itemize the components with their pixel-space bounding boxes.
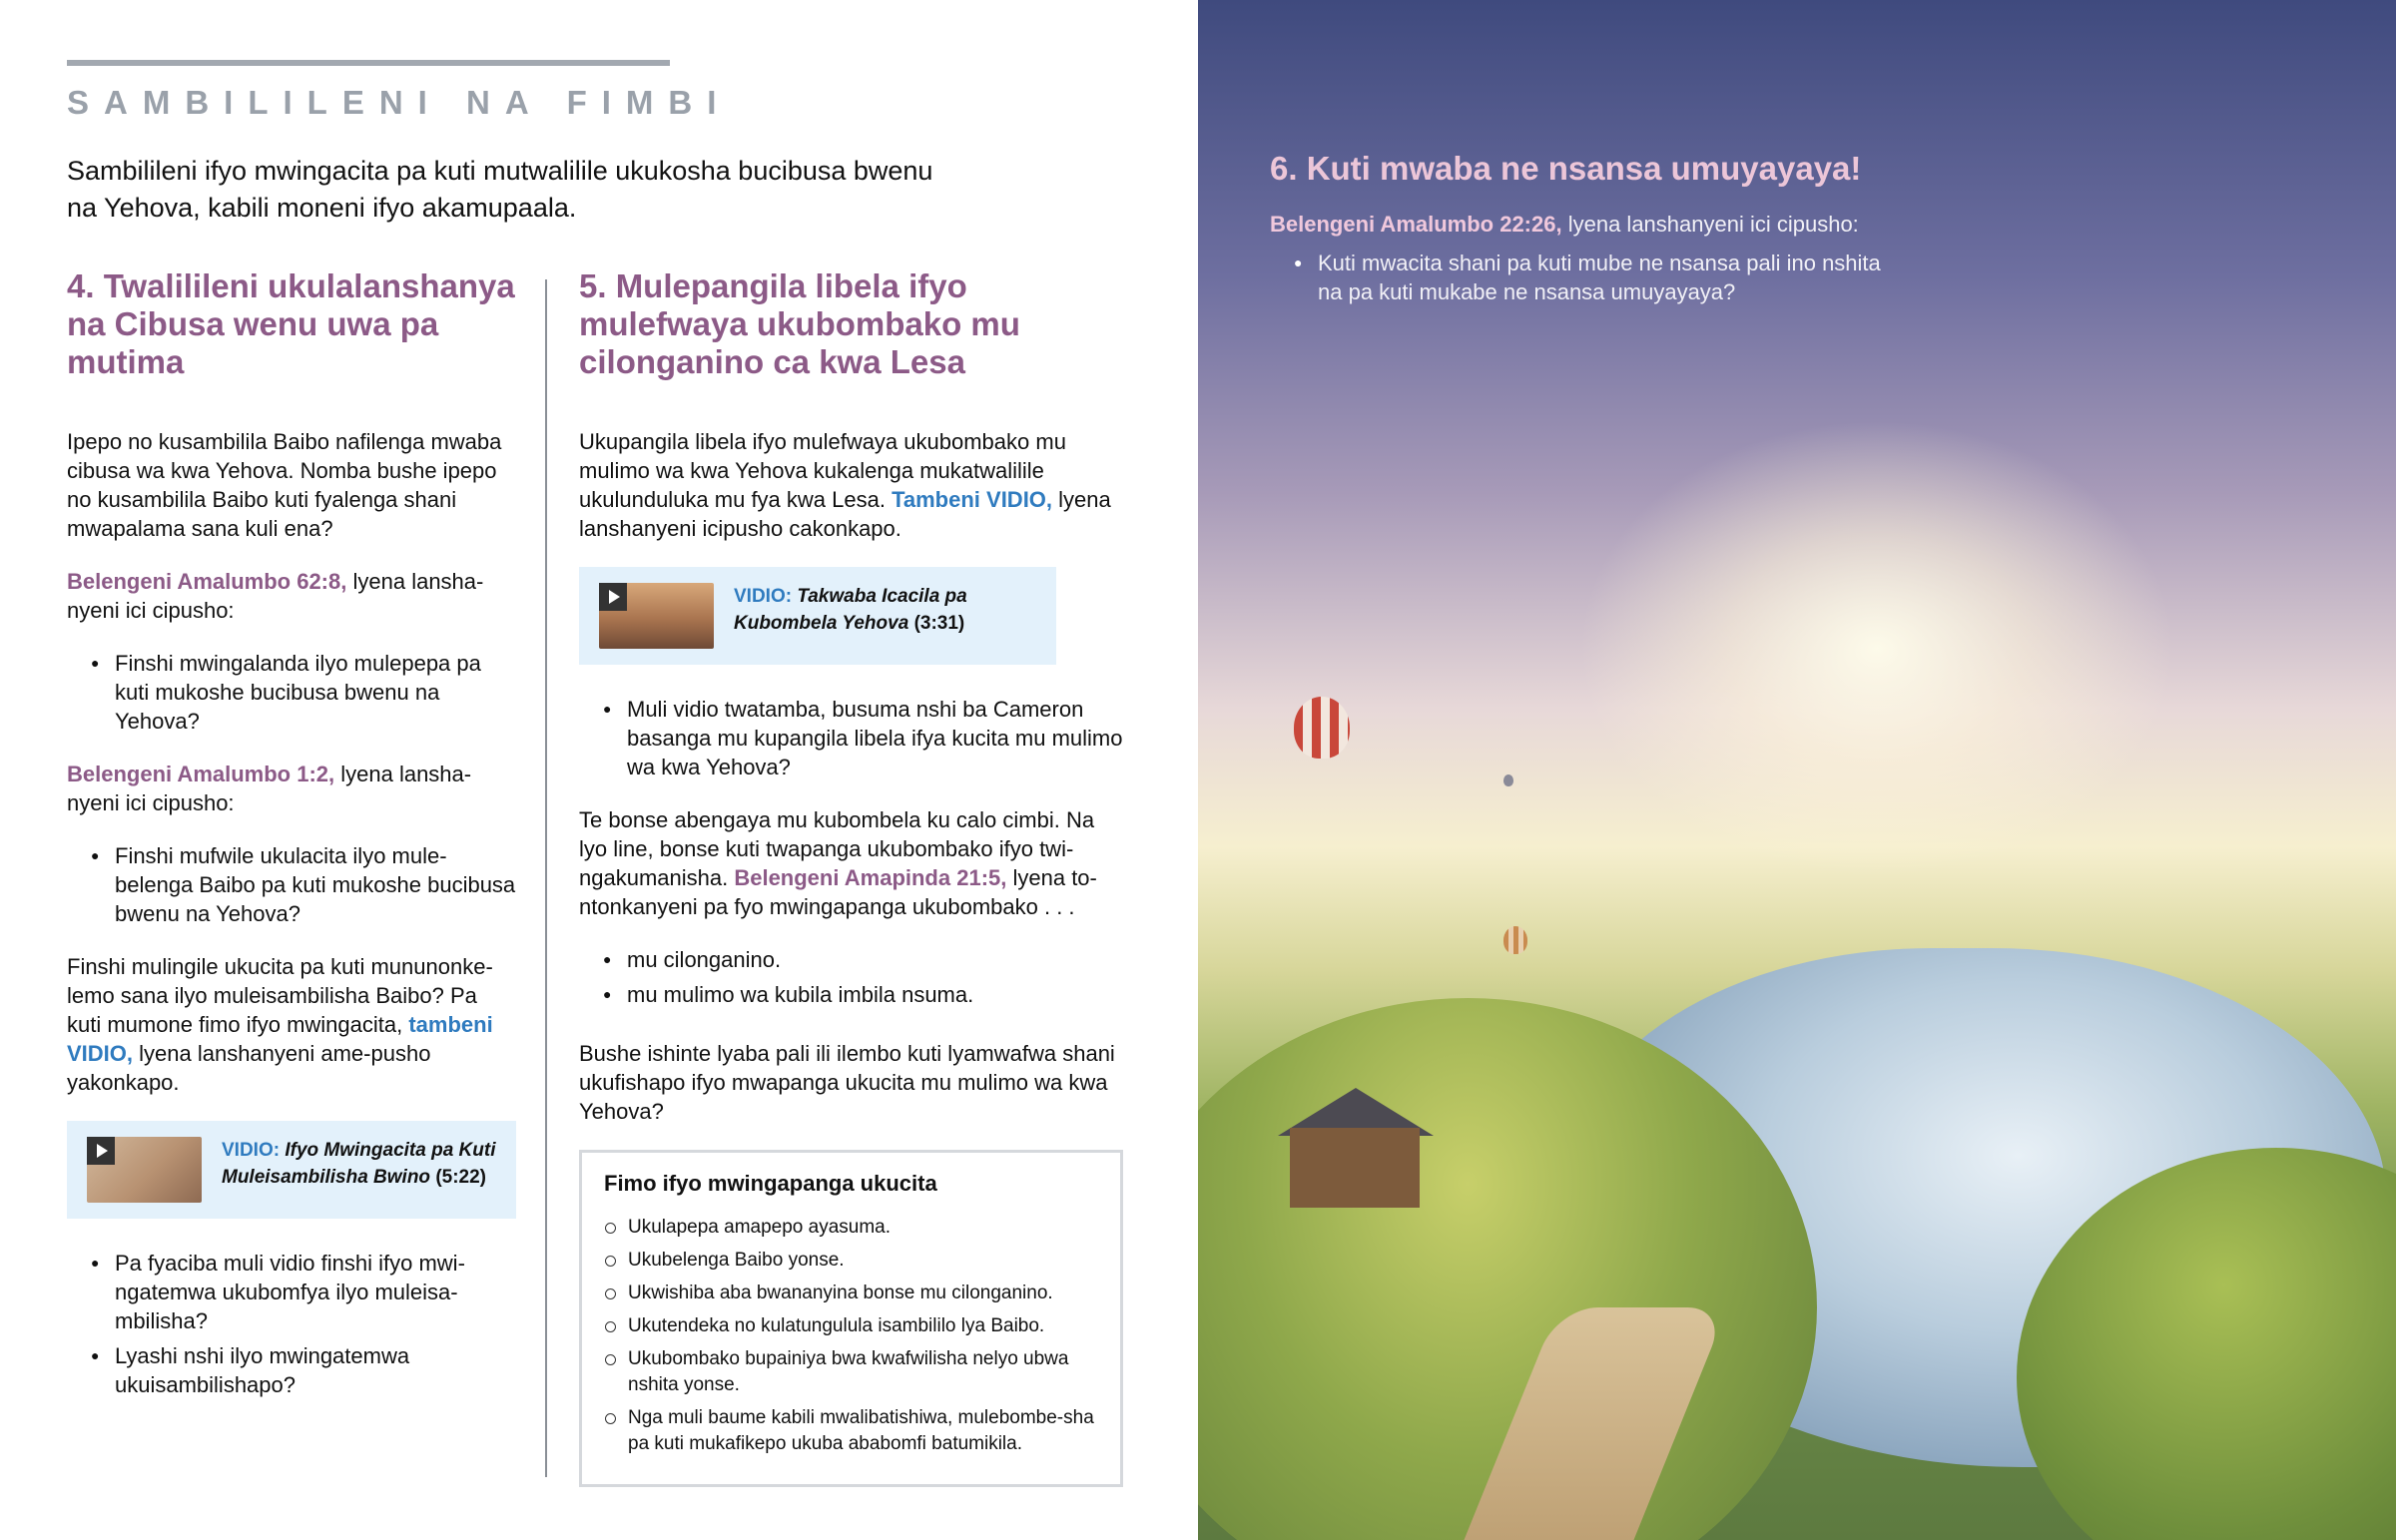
video-duration: (3:31) (913, 613, 965, 634)
play-icon[interactable] (87, 1137, 115, 1165)
goal-item: Ukutendeka no kulatungulula isambililo lya Baibo. (628, 1313, 1098, 1339)
heading-6: 6. Kuti mwaba ne nsansa umuyayaya! (1270, 150, 1862, 187)
sunlight-glow (1577, 419, 2176, 878)
video-label: VIDIO: (734, 586, 793, 607)
video-thumbnail[interactable] (599, 583, 714, 649)
paragraph-text: Te bonse abengaya mu kubombela ku calo cimbi. Na lyo line, bonse kuti twapanga ukubombako ifyo twi-ngakumanisha. (579, 807, 1095, 890)
goals-box (579, 1150, 1123, 1487)
instruction-text: lyena lansha-nyeni ici cipusho: (67, 569, 484, 623)
section-title: SAMBILILENI NA FIMBI (67, 84, 732, 121)
video-title[interactable]: Takwaba Icacila pa Kubombela Yehova (734, 586, 967, 634)
list-item: ● mu cilonganino. (627, 945, 1123, 974)
question: ● Lyashi nshi ilyo mwingatemwa ukuisambilishapo? (115, 1341, 516, 1399)
question-list (67, 649, 516, 736)
question-list (67, 1249, 516, 1399)
goal-item: Ukwishiba aba bwananyina bonse mu cilonganino. (628, 1281, 1098, 1306)
paragraph-text: Finshi mulingile ukucita pa kuti mununonke-lemo sana ilyo muleisambilisha Baibo? Pa kuti mumone fimo ifyo mwingacita, (67, 954, 493, 1037)
scripture-reference[interactable]: Belengeni Amalumbo 62:8, (67, 569, 347, 594)
instruction-text: lyena lansha-nyeni ici cipusho: (67, 762, 472, 815)
list-item: ● mu mulimo wa kubila imbila nsuma. (627, 980, 1123, 1009)
play-icon[interactable] (599, 583, 627, 611)
lesson-column-6 (1270, 150, 1889, 330)
hot-air-balloon-small (1503, 926, 1527, 954)
video-caption (222, 1137, 498, 1191)
paragraph-text: lyena lanshanyeni icipusho cakonkapo. (579, 487, 1111, 541)
scripture-reference[interactable]: Belengeni Amalumbo 1:2, (67, 762, 335, 786)
question: ● Pa fyaciba muli vidio finshi ifyo mwi-ngatemwa ukubomfya ilyo muleisa-mbilisha? (115, 1249, 516, 1335)
goal-item: Ukulapepa amapepo ayasuma. (628, 1215, 1098, 1241)
question: ● Finshi mwingalanda ilyo mulepepa pa kuti mukoshe bucibusa bwenu na Yehova? (115, 649, 516, 736)
question: ● Muli vidio twatamba, busuma nshi ba Cameron basanga mu kupangila libela ifya kucita mu mulimo wa kwa Yehova? (627, 695, 1123, 781)
paragraph (67, 952, 516, 1097)
hot-air-balloon-distant (1503, 774, 1513, 786)
goals-list (604, 1215, 1098, 1457)
video-thumbnail[interactable] (87, 1137, 202, 1203)
house (1290, 1128, 1420, 1208)
column-divider (545, 279, 547, 1477)
video-card[interactable] (67, 1121, 516, 1219)
scripture-reference[interactable]: Belengeni Amapinda 21:5, (734, 865, 1007, 890)
video-card[interactable] (579, 567, 1056, 665)
scripture-reference[interactable]: Belengeni Amalumbo 22:26, (1270, 212, 1562, 237)
paragraph (579, 427, 1123, 543)
paragraph: Bushe ishinte lyaba pali ili ilembo kuti lyamwafwa shani ukufishapo ifyo mwapanga ukucita mu mulimo wa kwa Yehova? (579, 1041, 1115, 1124)
service-list (579, 945, 1123, 1009)
video-caption (734, 583, 1038, 637)
instruction-text: lyena lanshanyeni ici cipusho: (1561, 212, 1859, 237)
scripture-instruction (67, 567, 516, 625)
watch-video-link[interactable]: Tambeni VIDIO, (892, 487, 1053, 512)
video-label: VIDIO: (222, 1140, 281, 1161)
paragraph: Ipepo no kusambilila Baibo nafilenga mwaba cibusa wa kwa Yehova. Nomba bushe ipepo no kusambilila Baibo kuti fyalenga shani mwapalama sana kuli ena? (67, 429, 502, 541)
hot-air-balloon (1294, 697, 1350, 759)
question-list (67, 841, 516, 928)
question-list (579, 695, 1123, 781)
goal-item: Nga muli baume kabili mwalibatishiwa, mulebombe-sha pa kuti mukafikepo ukuba ababomfi batumikila. (628, 1405, 1098, 1457)
scripture-instruction (1270, 210, 1889, 239)
goal-item: Ukubelenga Baibo yonse. (628, 1248, 1098, 1274)
right-page-illustration (1198, 0, 2396, 1540)
paragraph-text: lyena to-ntonkanyeni pa fyo mwingapanga ukubombako . . . (579, 865, 1097, 919)
heading-4: 4. Twalilileni ukulalanshanya na Cibusa wenu uwa pa mutima (67, 267, 515, 380)
lesson-column-4 (67, 267, 516, 1423)
goals-box-title: Fimo ifyo mwingapanga ukucita (604, 1171, 937, 1196)
scripture-instruction (67, 760, 516, 817)
question: ● Finshi mufwile ukulacita ilyo mule-belenga Baibo pa kuti mukoshe bucibusa bwenu na Yehova? (115, 841, 516, 928)
watch-video-link[interactable]: tambeni VIDIO, (67, 1012, 493, 1066)
section-rule (67, 60, 670, 66)
goal-item: Ukubombako bupainiya bwa kwafwilisha nelyo ubwa nshita yonse. (628, 1346, 1098, 1398)
question: ● Kuti mwacita shani pa kuti mube ne nsansa pali ino nshita na pa kuti mukabe ne nsansa umuyayaya? (1318, 249, 1889, 306)
lesson-column-5 (579, 267, 1123, 1487)
heading-5: 5. Mulepangila libela ifyo mulefwaya ukubombako mu cilonganino ca kwa Lesa (579, 267, 1020, 380)
paragraph-text: lyena lanshanyeni ame-pusho yakonkapo. (67, 1041, 431, 1095)
paragraph (579, 805, 1123, 921)
video-duration: (5:22) (435, 1167, 487, 1188)
question-list (1270, 249, 1889, 306)
intro-text: Sambilileni ifyo mwingacita pa kuti mutwalilile ukukosha bucibusa bwenu na Yehova, kabili moneni ifyo akamupaala. (67, 156, 933, 223)
paragraph-text: Ukupangila libela ifyo mulefwaya ukubombako mu mulimo wa kwa Yehova kukalenga mukatwalilile ukulunduluka mu fya kwa Lesa. (579, 429, 1066, 512)
video-title[interactable]: Ifyo Mwingacita pa Kuti Muleisambilisha Bwino (222, 1140, 496, 1188)
